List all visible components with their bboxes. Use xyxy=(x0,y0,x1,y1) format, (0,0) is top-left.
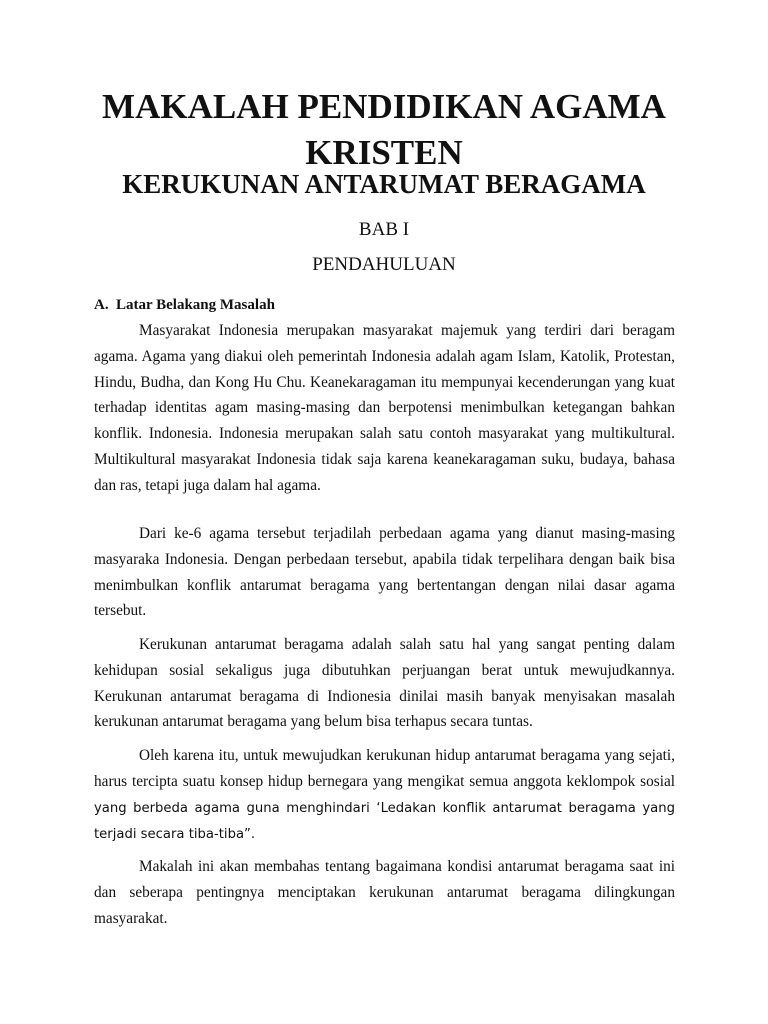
paragraph-3: Kerukunan antarumat beragama adalah salah satu hal yang sangat penting dalam kehidupan sosial sekaligus juga dibutuhkan perjuangan berat untuk mewujudkannya. Kerukunan antarumat beragama di Indionesia dinilai masih banyak menyisakan masalah kerukunan antarumat beragama yang belum bisa terhapus secara tuntas. xyxy=(94,636,675,731)
document-title: MAKALAH PENDIDIKAN AGAMA KRISTEN xyxy=(102,87,666,172)
paragraph-4-lead: Oleh karena itu, untuk mewujudkan kerukunan hidup antarumat beragama yang sejati, harus tercipta suatu konsep hidup bernegara yang mengikat semua anggota keklompok sosial xyxy=(94,747,675,790)
section-label: A. xyxy=(94,297,109,313)
document-subtitle: KERUKUNAN ANTARUMAT BERAGAMA xyxy=(122,169,646,199)
paragraph-4 xyxy=(94,743,675,848)
section-heading xyxy=(94,294,275,316)
chapter-title: PENDAHULUAN xyxy=(312,254,456,275)
paragraph-5: Makalah ini akan membahas tentang bagaimana kondisi antarumat beragama saat ini dan seberapa pentingnya menciptakan kerukunan antarumat beragama dilingkungan masyarakat. xyxy=(94,858,675,927)
chapter-number: BAB I xyxy=(358,219,410,240)
paragraph-4-quote: yang berbeda agama guna menghindari ‘Ledakan konflik antarumat beragama yang terjadi secara tiba-tiba”. xyxy=(94,800,675,843)
section-heading-text: Latar Belakang Masalah xyxy=(116,297,275,313)
paragraph-2: Dari ke-6 agama tersebut terjadilah perbedaan agama yang dianut masing-masing masyaraka Indonesia. Dengan perbedaan tersebut, apabila tidak terpelihara dengan baik bisa menimbulkan konflik antarumat beragama yang bertentangan dengan nilai dasar agama tersebut. xyxy=(94,525,675,620)
paragraph-1: Masyarakat Indonesia merupakan masyarakat majemuk yang terdiri dari beragam agama. Agama yang diakui oleh pemerintah Indonesia adalah agam Islam, Katolik, Protestan, Hindu, Budha, dan Kong Hu Chu. Keanekaragaman itu mempunyai kecenderungan yang kuat terhadap identitas agam masing-masing dan berpotensi menimbulkan ketegangan bahkan konflik. Indonesia. Indonesia merupakan salah satu contoh masyarakat yang multikultural. Multikultural masyarakat Indonesia tidak saja karena keanekaragaman suku, budaya, bahasa dan ras, tetapi juga dalam hal agama. xyxy=(94,322,675,494)
